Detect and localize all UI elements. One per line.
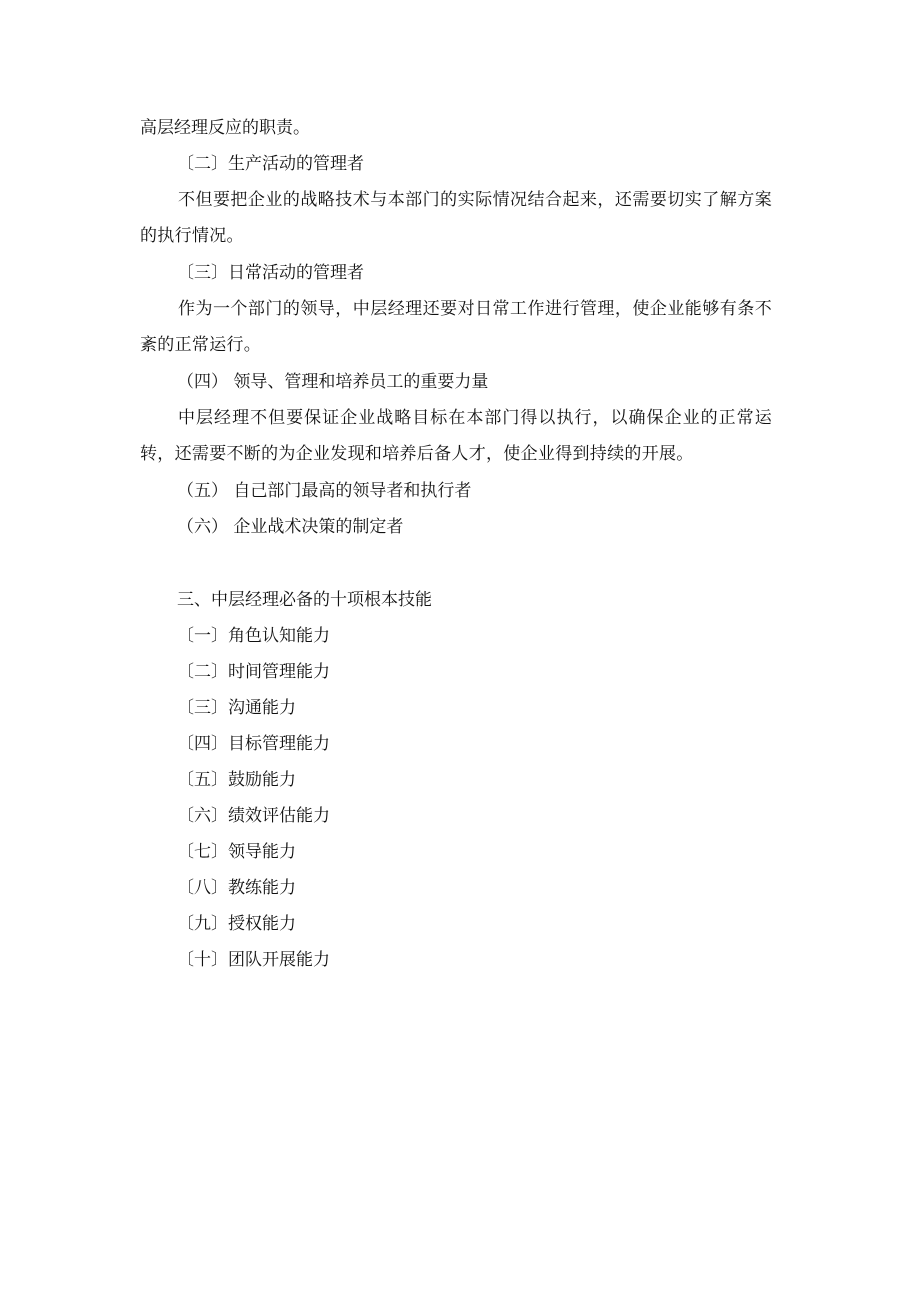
role-text-3: 作为一个部门的领导，中层经理还要对日常工作进行管理，使企业能够有条不紊的正常运行。 [140,299,772,355]
role-heading-5: （五） 自己部门最高的领导者和执行者 [177,481,472,501]
role-text-2: 不但要把企业的战略技术与本部门的实际情况结合起来，还需要切实了解方案的执行情况。 [140,190,772,246]
role-heading-2: 〔二〕生产活动的管理者 [177,154,364,174]
skill-item: 〔九〕授权能力 [177,914,296,934]
skill-item: 〔四〕目标管理能力 [177,734,330,754]
role-heading-3: 〔三〕日常活动的管理者 [177,263,364,283]
section-3-title: 三、中层经理必备的十项根本技能 [177,590,432,610]
skill-item: 〔七〕领导能力 [177,842,296,862]
skill-item: 〔八〕教练能力 [177,878,296,898]
skill-item: 〔五〕鼓励能力 [177,770,296,790]
skill-item: 〔三〕沟通能力 [177,698,296,718]
role-heading-4: （四） 领导、管理和培养员工的重要力量 [177,372,489,392]
skill-item: 〔一〕角色认知能力 [177,626,330,646]
skill-item: 〔十〕团队开展能力 [177,950,330,970]
intro-tail-text: 高层经理反应的职责。 [140,118,310,138]
role-heading-6: （六） 企业战术决策的制定者 [177,517,404,537]
role-text-4: 中层经理不但要保证企业战略目标在本部门得以执行，以确保企业的正常运转，还需要不断的为企业发现和培养后备人才，使企业得到持续的开展。 [140,408,772,464]
skill-item: 〔二〕时间管理能力 [177,662,330,682]
skill-item: 〔六〕绩效评估能力 [177,806,330,826]
